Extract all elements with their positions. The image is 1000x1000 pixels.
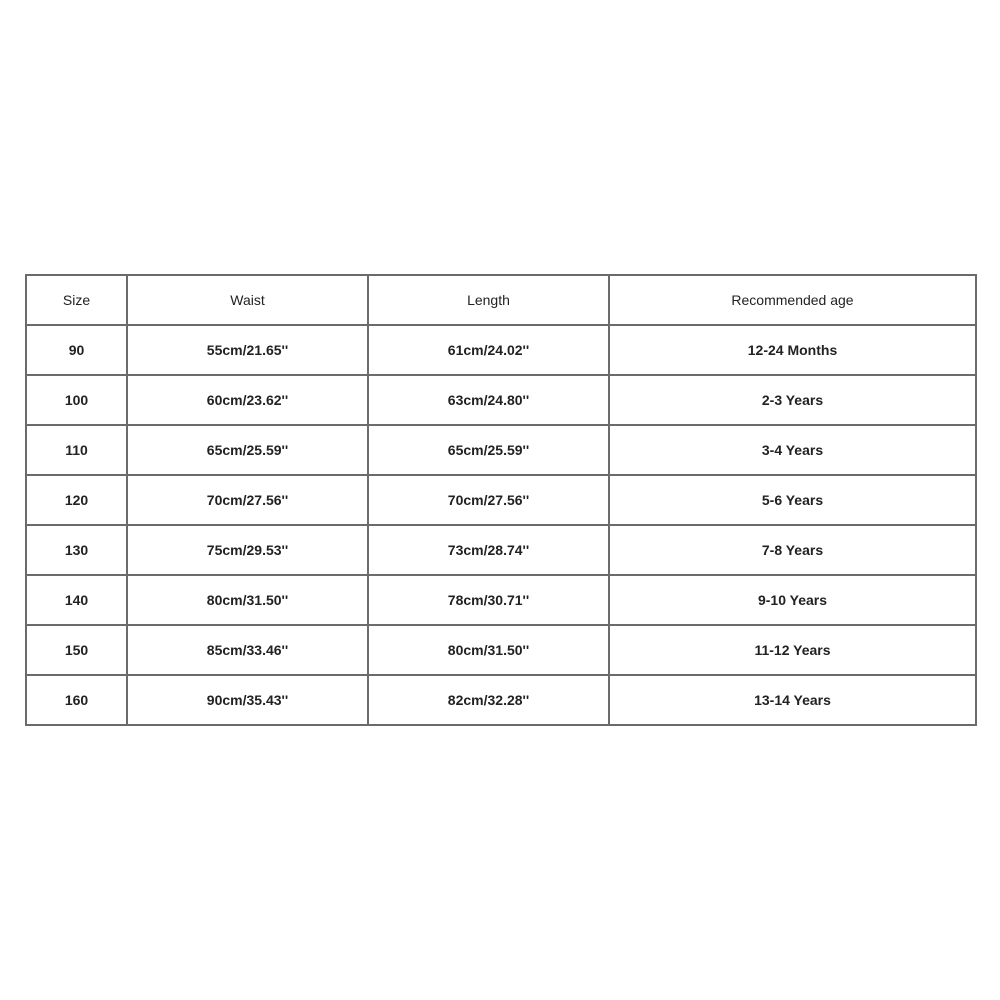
- header-waist: Waist: [127, 275, 368, 325]
- cell-waist: 55cm/21.65'': [127, 325, 368, 375]
- cell-waist: 80cm/31.50'': [127, 575, 368, 625]
- cell-length: 73cm/28.74'': [368, 525, 609, 575]
- table-row: [26, 575, 976, 625]
- cell-waist: 70cm/27.56'': [127, 475, 368, 525]
- header-length: Length: [368, 275, 609, 325]
- cell-size: 100: [26, 375, 127, 425]
- cell-age: 2-3 Years: [609, 375, 976, 425]
- cell-age: 13-14 Years: [609, 675, 976, 725]
- table-row: [26, 625, 976, 675]
- cell-length: 61cm/24.02'': [368, 325, 609, 375]
- cell-size: 90: [26, 325, 127, 375]
- size-chart-table: [25, 274, 977, 726]
- cell-age: 3-4 Years: [609, 425, 976, 475]
- cell-length: 65cm/25.59'': [368, 425, 609, 475]
- cell-age: 11-12 Years: [609, 625, 976, 675]
- table-header-row: [26, 275, 976, 325]
- cell-waist: 90cm/35.43'': [127, 675, 368, 725]
- header-recommended-age: Recommended age: [609, 275, 976, 325]
- cell-age: 12-24 Months: [609, 325, 976, 375]
- cell-size: 120: [26, 475, 127, 525]
- table-row: [26, 325, 976, 375]
- table-row: [26, 675, 976, 725]
- table-row: [26, 525, 976, 575]
- header-size: Size: [26, 275, 127, 325]
- cell-waist: 85cm/33.46'': [127, 625, 368, 675]
- cell-size: 150: [26, 625, 127, 675]
- cell-age: 7-8 Years: [609, 525, 976, 575]
- cell-size: 140: [26, 575, 127, 625]
- cell-size: 110: [26, 425, 127, 475]
- cell-waist: 60cm/23.62'': [127, 375, 368, 425]
- cell-size: 130: [26, 525, 127, 575]
- table-row: [26, 475, 976, 525]
- cell-waist: 75cm/29.53'': [127, 525, 368, 575]
- cell-size: 160: [26, 675, 127, 725]
- cell-length: 70cm/27.56'': [368, 475, 609, 525]
- cell-waist: 65cm/25.59'': [127, 425, 368, 475]
- cell-age: 9-10 Years: [609, 575, 976, 625]
- table-row: [26, 375, 976, 425]
- cell-age: 5-6 Years: [609, 475, 976, 525]
- cell-length: 78cm/30.71'': [368, 575, 609, 625]
- table-row: [26, 425, 976, 475]
- cell-length: 63cm/24.80'': [368, 375, 609, 425]
- cell-length: 80cm/31.50'': [368, 625, 609, 675]
- cell-length: 82cm/32.28'': [368, 675, 609, 725]
